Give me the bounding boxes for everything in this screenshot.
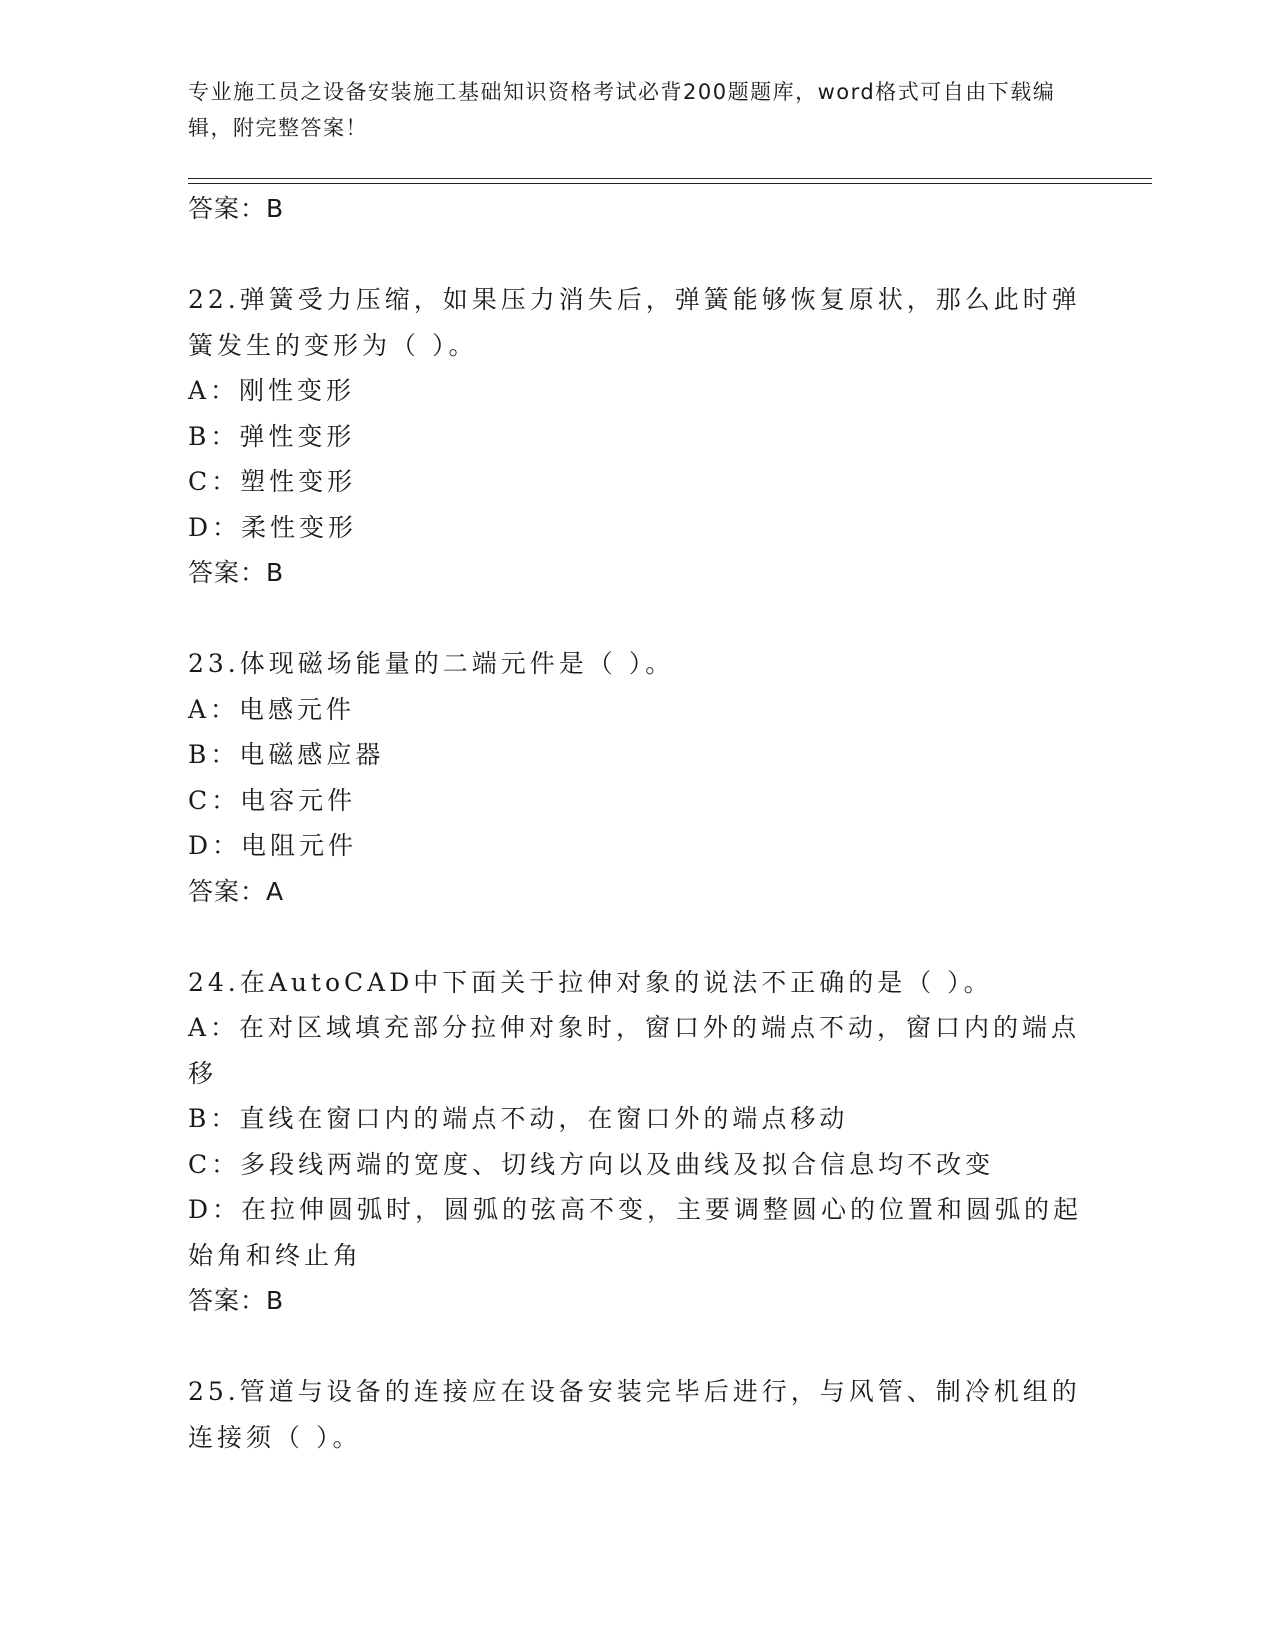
option-d: D：电阻元件: [188, 831, 358, 860]
option-a-continued: 移: [188, 1058, 218, 1088]
spacer: [188, 914, 1088, 960]
question-stem: 23.体现磁场能量的二端元件是（ ）。: [188, 649, 675, 678]
header-divider-top: [188, 178, 1152, 179]
question-stem: 22.弹簧受力压缩，如果压力消失后，弹簧能够恢复原状，那么此时弹: [188, 285, 1081, 314]
spacer: [188, 1324, 1088, 1370]
answer-line: 答案：B: [188, 194, 285, 223]
answer-line: 答案：B: [188, 558, 285, 587]
question-list: [188, 186, 1088, 1460]
question-24: [188, 960, 1088, 1324]
question-stem: 24.在AutoCAD中下面关于拉伸对象的说法不正确的是（ ）。: [188, 967, 993, 997]
question-stem: 25.管道与设备的连接应在设备安装完毕后进行，与风管、制冷机组的: [188, 1377, 1081, 1406]
question-23: [188, 641, 1088, 914]
option-a: A：刚性变形: [188, 376, 356, 405]
answer-line: 答案：B: [188, 1286, 285, 1315]
document-header: [188, 74, 1068, 146]
option-d-continued: 始角和终止角: [188, 1240, 363, 1270]
question-stem: 连接须（ ）。: [188, 1422, 362, 1452]
answer-line: 答案：A: [188, 876, 285, 906]
spacer: [188, 232, 1088, 278]
spacer: [188, 596, 1088, 642]
option-c: C：多段线两端的宽度、切线方向以及曲线及拟合信息均不改变: [188, 1149, 995, 1179]
option-a: A：电感元件: [188, 694, 356, 724]
question-22: [188, 277, 1088, 596]
question-25: [188, 1369, 1088, 1460]
option-b: B：弹性变形: [188, 421, 356, 451]
option-c: C：塑性变形: [188, 467, 357, 496]
option-b: B：直线在窗口内的端点不动，在窗口外的端点移动: [188, 1104, 849, 1133]
header-title: 专业施工员之设备安装施工基础知识资格考试必背200题题库，word格式可自由下载编辑，附完整答案！: [188, 80, 1056, 140]
option-b: B：电磁感应器: [188, 740, 385, 769]
option-c: C：电容元件: [188, 785, 357, 815]
option-a: A：在对区域填充部分拉伸对象时，窗口外的端点不动，窗口内的端点: [188, 1013, 1081, 1042]
option-d: D：柔性变形: [188, 512, 358, 542]
question-stem: 簧发生的变形为（ ）。: [188, 330, 478, 360]
option-d: D：在拉伸圆弧时，圆弧的弦高不变，主要调整圆心的位置和圆弧的起: [188, 1195, 1083, 1224]
header-divider-bottom: [188, 183, 1152, 184]
